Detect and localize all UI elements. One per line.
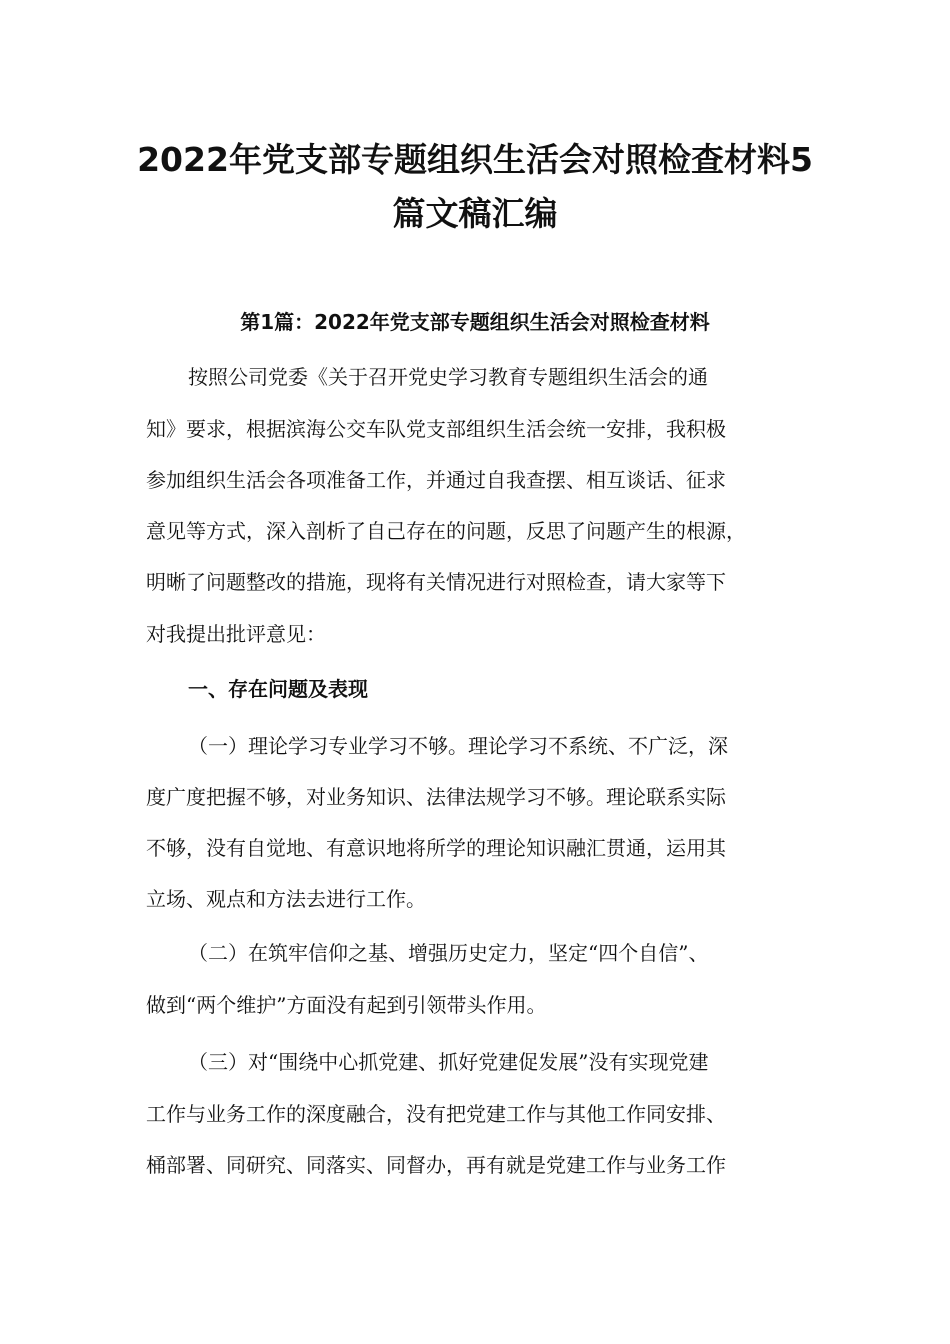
paragraph-2-line-2: 度广度把握不够，对业务知识、法律法规学习不够。理论联系实际: [146, 785, 726, 809]
paragraph-4-line-1: （三）对“围绕中心抓党建、抓好党建促发展”没有实现党建: [188, 1050, 709, 1074]
paragraph-3-line-1: （二）在筑牢信仰之基、增强历史定力，坚定“四个自信”、: [188, 941, 709, 965]
paragraph-1-line-5: 明晰了问题整改的措施，现将有关情况进行对照检查，请大家等下: [146, 570, 726, 594]
document-title-line-1: 2022年党支部专题组织生活会对照检查材料5: [137, 140, 813, 179]
paragraph-1-line-6: 对我提出批评意见：: [146, 622, 326, 646]
paragraph-1-line-2: 知》要求，根据滨海公交车队党支部组织生活会统一安排，我积极: [146, 417, 726, 441]
paragraph-4-line-3: 桶部署、同研究、同落实、同督办，再有就是党建工作与业务工作: [146, 1153, 726, 1177]
paragraph-2-line-3: 不够，没有自觉地、有意识地将所学的理论知识融汇贯通，运用其: [146, 836, 726, 860]
paragraph-2-line-1: （一）理论学习专业学习不够。理论学习不系统、不广泛，深: [188, 734, 728, 758]
paragraph-1-line-4: 意见等方式，深入剖析了自己存在的问题，反思了问题产生的根源，: [146, 519, 746, 543]
paragraph-4-line-2: 工作与业务工作的深度融合，没有把党建工作与其他工作同安排、: [146, 1102, 726, 1126]
heading-existing-problems: 一、存在问题及表现: [188, 677, 368, 701]
paragraph-1-line-1: 按照公司党委《关于召开党史学习教育专题组织生活会的通: [188, 365, 708, 389]
paragraph-2-line-4: 立场、观点和方法去进行工作。: [146, 887, 426, 911]
paragraph-3-line-2: 做到“两个维护”方面没有起到引领带头作用。: [146, 993, 547, 1017]
section-title: 第1篇：2022年党支部专题组织生活会对照检查材料: [240, 310, 710, 334]
paragraph-1-line-3: 参加组织生活会各项准备工作，并通过自我查摆、相互谈话、征求: [146, 468, 726, 492]
document-title-line-2: 篇文稿汇编: [392, 194, 558, 233]
